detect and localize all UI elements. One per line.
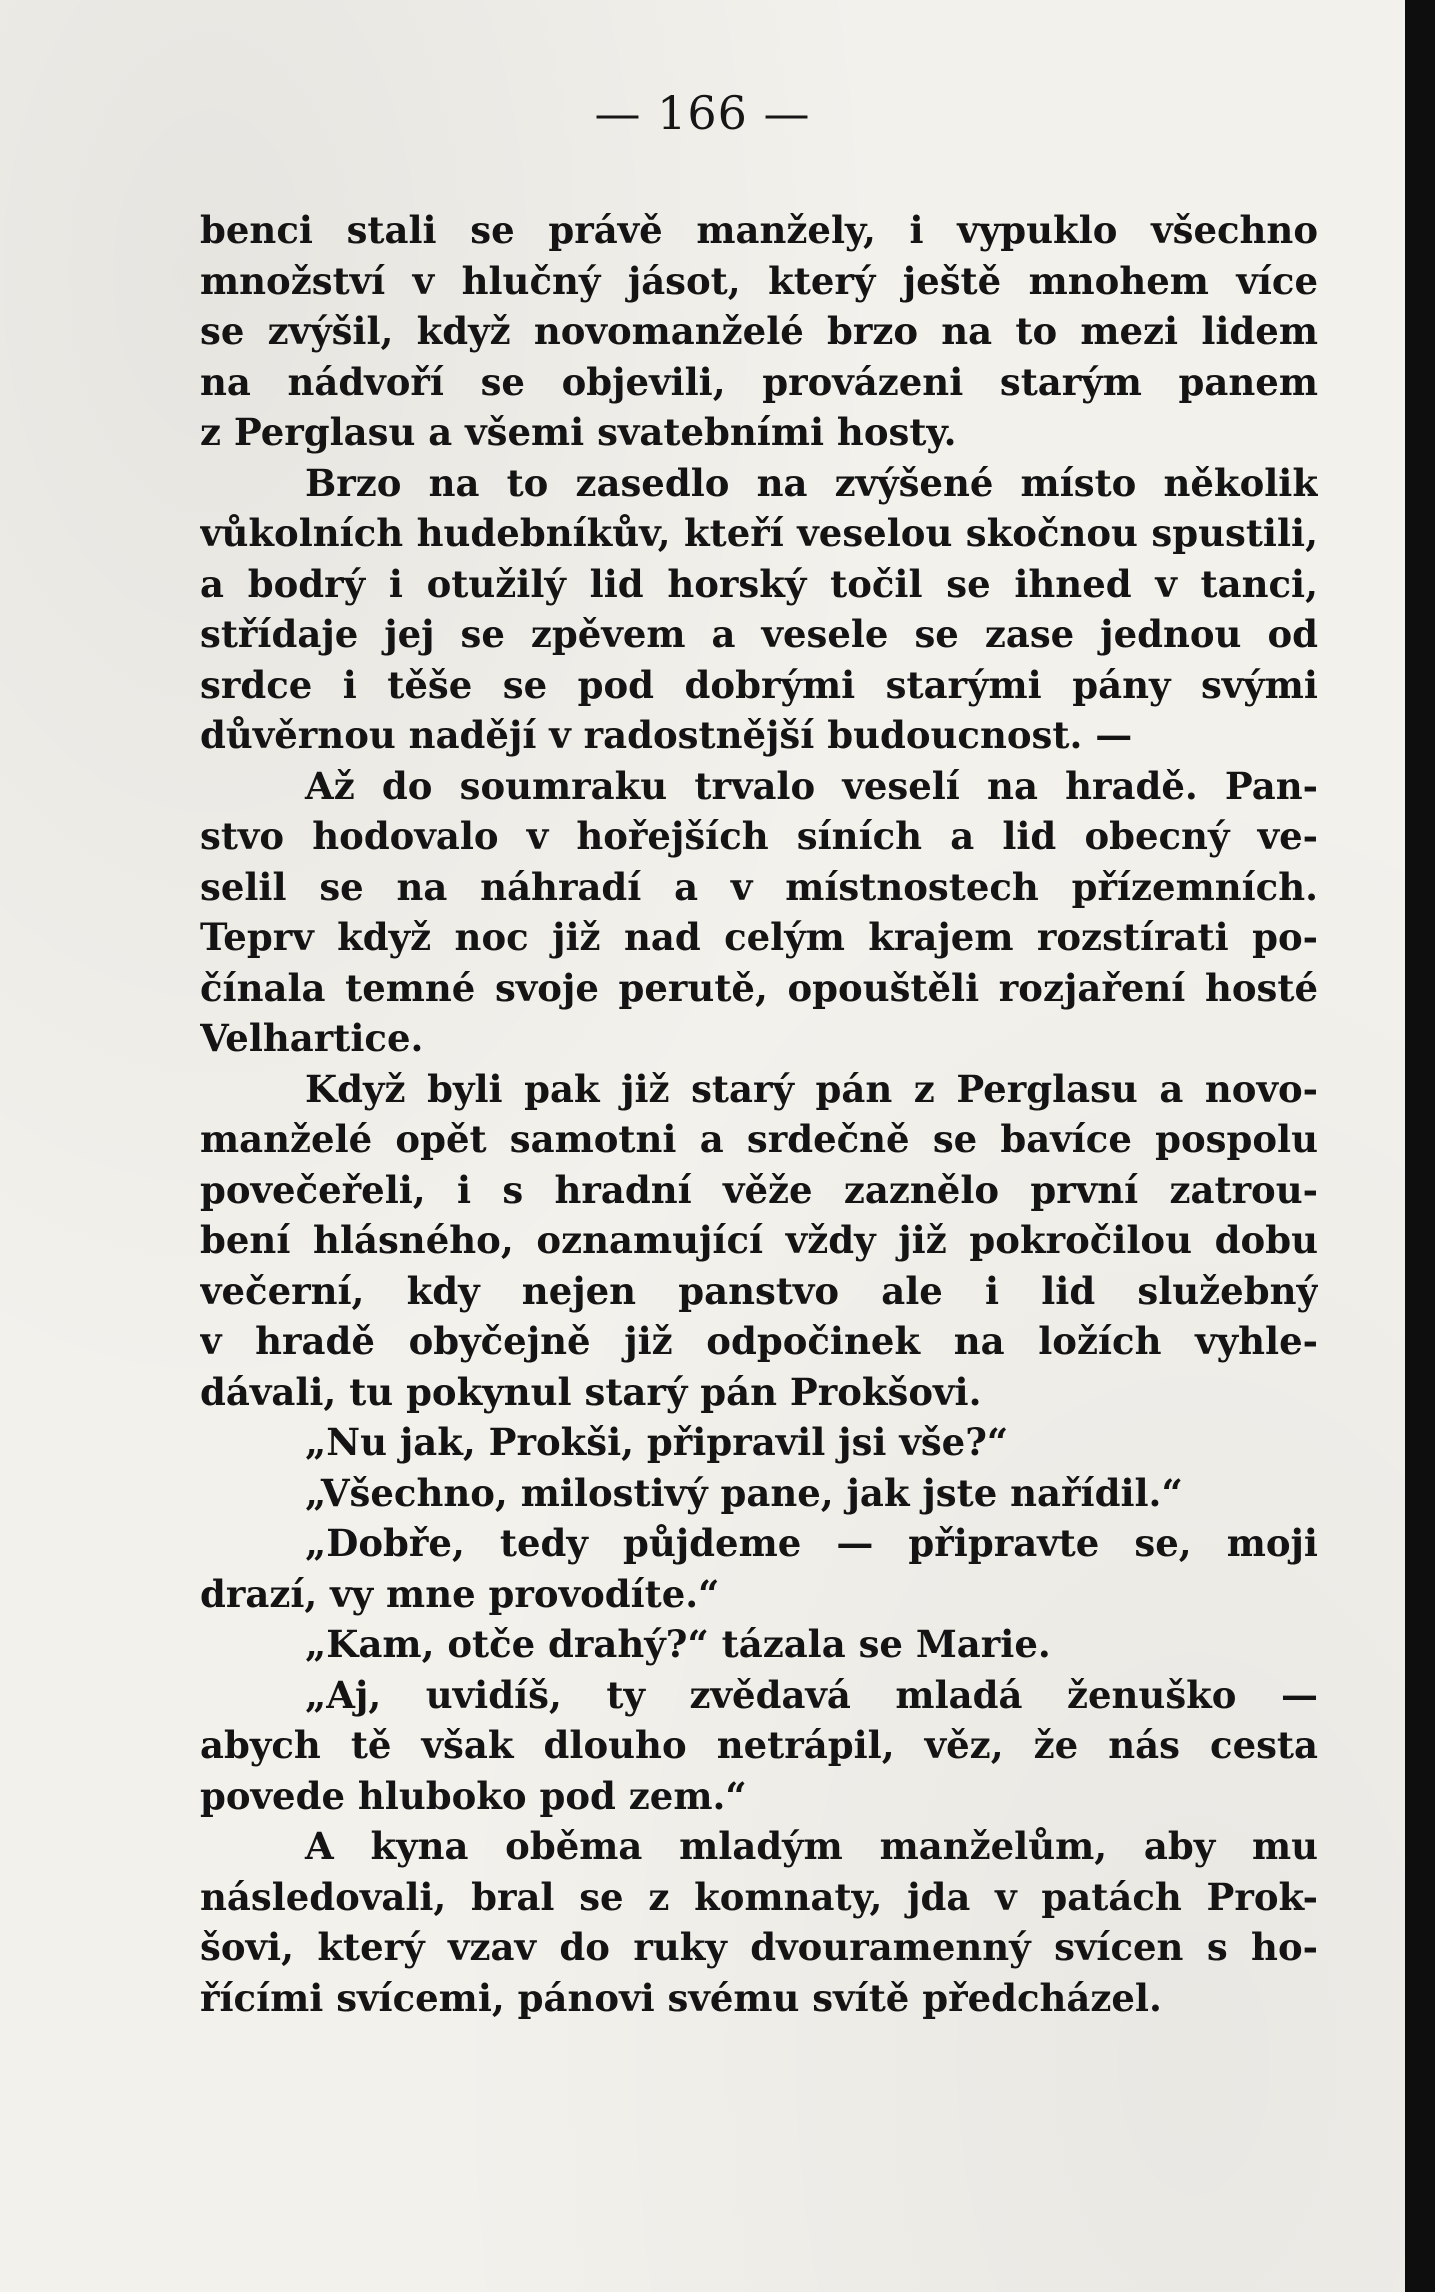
text-line: „Kam, otče drahý?“ tázala se Marie. <box>305 1622 1051 1666</box>
text-line: abych tě však dlouho netrápil, věz, že nás cesta <box>200 1723 1318 1767</box>
text-line: následovali, bral se z komnaty, jda v patách Prok- <box>200 1874 1318 1919</box>
text-line: Když byli pak již starý pán z Perglasu a novo- <box>305 1066 1318 1111</box>
text-line: „Aj, uvidíš, ty zvědavá mladá ženuško — <box>305 1672 1318 1717</box>
text-line: řícími svícemi, pánovi svému svítě předcházel. <box>200 1975 1162 2020</box>
text-line: a bodrý i otužilý lid horský točil se ihned v tanci, <box>200 561 1318 606</box>
text-line: čínala temné svoje perutě, opouštěli rozjaření hosté <box>200 965 1318 1010</box>
text-line: „Všechno, milostivý pane, jak jste nařídil.“ <box>305 1470 1183 1515</box>
text-line: benci stali se právě manžely, i vypuklo všechno <box>200 208 1318 252</box>
text-line: povede hluboko pod zem.“ <box>200 1773 747 1818</box>
text-line: Teprv když noc již nad celým krajem rozstírati po- <box>200 915 1318 959</box>
text-line: „Dobře, tedy půjdeme — připravte se, moji <box>305 1521 1318 1565</box>
text-line: dávali, tu pokynul starý pán Prokšovi. <box>200 1369 982 1414</box>
text-line: na nádvoří se objevili, provázeni starým panem <box>200 359 1318 404</box>
page-number: — 166 — <box>594 86 811 140</box>
text-line: Až do soumraku trvalo veselí na hradě. Pan- <box>305 763 1318 808</box>
body-text <box>200 205 1318 2023</box>
text-line: drazí, vy mne provodíte.“ <box>200 1571 720 1616</box>
text-line: v hradě obyčejně již odpočinek na ložích vyhle- <box>200 1319 1318 1363</box>
text-line: Brzo na to zasedlo na zvýšené místo několik <box>305 460 1318 505</box>
text-line: se zvýšil, když novomanželé brzo na to mezi lidem <box>200 309 1318 353</box>
text-line: večerní, kdy nejen panstvo ale i lid služebný <box>200 1268 1318 1313</box>
text-line: povečeřeli, i s hradní věže zaznělo první zatrou- <box>200 1167 1318 1212</box>
text-line: z Perglasu a všemi svatebními hosty. <box>200 410 957 454</box>
text-line: „Nu jak, Prokši, připravil jsi vše?“ <box>305 1420 1009 1464</box>
text-line: vůkolních hudebníkův, kteří veselou skočnou spustili, <box>200 511 1318 555</box>
text-line: selil se na náhradí a v místnostech přízemních. <box>200 864 1318 909</box>
text-line: střídaje jej se zpěvem a vesele se zase jednou od <box>200 612 1318 656</box>
text-line: srdce i těše se pod dobrými starými pány svými <box>200 662 1318 707</box>
text-line: manželé opět samotni a srdečně se bavíce pospolu <box>200 1117 1318 1161</box>
text-line: šovi, který vzav do ruky dvouramenný svícen s ho- <box>200 1925 1318 1969</box>
text-line: množství v hlučný jásot, který ještě mnohem více <box>200 258 1318 303</box>
text-line: Velhartice. <box>200 1016 424 1060</box>
text-line: A kyna oběma mladým manželům, aby mu <box>305 1824 1318 1868</box>
text-line: stvo hodovalo v hořejších síních a lid obecný ve- <box>200 814 1318 858</box>
text-line: bení hlásného, oznamující vždy již pokročilou dobu <box>200 1218 1318 1262</box>
text-line: důvěrnou nadějí v radostnější budoucnost. — <box>200 713 1133 757</box>
